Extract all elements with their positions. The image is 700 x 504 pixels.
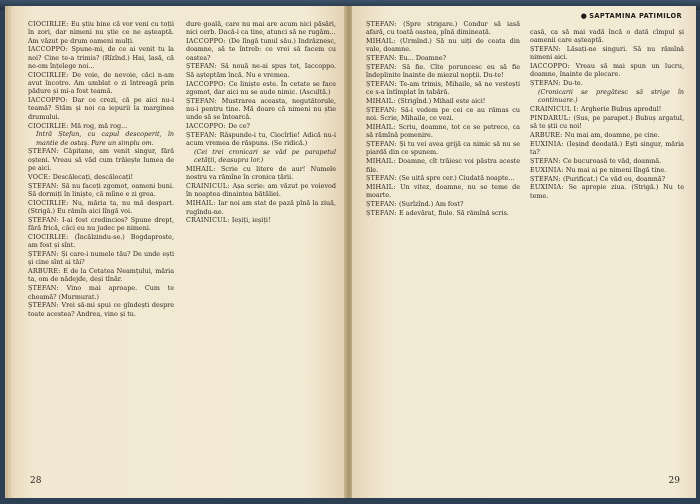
dialogue-text: E de la Cetatea Neamțului, măria ta, om de nădejde, deși tînăr.: [28, 267, 174, 284]
dialogue-text: I-ai fost credincios? Spune drept, fără frică, căci eu nu judec pe nimeni.: [28, 215, 174, 233]
speaker-name: ȘTEFAN:: [28, 215, 63, 224]
dialogue-line: [186, 199, 336, 216]
speaker-name: ȘTEFAN:: [530, 174, 563, 183]
dialogue-text: Să fie. Cîte poruncesc eu să fie îndeplinite înainte de miezul nopții. Du-te!: [366, 62, 520, 80]
dialogue-line: [366, 209, 520, 217]
dialogue-text: Eu... Doamne?: [398, 54, 447, 63]
running-head-text: SAPTAMINA PATIMILOR: [589, 12, 682, 20]
dialogue-line: [366, 63, 520, 80]
speaker-name: EUXINIA:: [530, 139, 567, 148]
speaker-name: ȘTEFAN:: [366, 20, 404, 28]
right-page-column-1: [366, 20, 520, 460]
stage-direction: [36, 130, 174, 147]
speaker-name: CIOCIRLIE:: [28, 70, 73, 79]
running-head: [581, 12, 682, 20]
dialogue-line: [186, 216, 336, 224]
speaker-name: ARBURE:: [530, 131, 565, 140]
speaker-name: MIHAIL:: [366, 123, 399, 132]
speaker-name: ȘTEFAN:: [186, 96, 222, 105]
speaker-name: CIOCIRLIE:: [28, 232, 75, 241]
dialogue-line: [366, 123, 520, 140]
speaker-name: ȘTEFAN:: [28, 181, 62, 190]
dialogue-text: casă, ca să mai vadă încă o dată cîmpul și oamenii care așteaptă.: [530, 28, 684, 45]
dialogue-text: Și tu vei avea grijă ca nimic să nu se piardă din ce spunem.: [366, 140, 520, 157]
speaker-name: ȘTEFAN:: [530, 45, 567, 54]
right-page-number: 29: [668, 476, 680, 486]
dialogue-line: [186, 37, 336, 62]
dialogue-line: [28, 20, 174, 45]
speaker-name: ARBURE:: [28, 267, 64, 276]
dialogue-text: Se apropie ziua. (Strigă.) Nu te teme.: [530, 183, 684, 200]
dialogue-line: [366, 97, 520, 105]
dialogue-text: Un vitez, doamne, nu se teme de moarte.: [366, 183, 520, 200]
dialogue-line: [28, 199, 174, 216]
left-page: [14, 6, 346, 498]
dialogue-text: Ce bucuroasă te văd, doamnă.: [562, 156, 662, 165]
dialogue-text: Vino mai aproape. Cum te cheamă? (Murmurat.): [28, 284, 174, 301]
dialogue-line: [530, 114, 684, 131]
left-page-column-1: [28, 20, 174, 460]
dialogue-text: De voie, de nevoie, căci n-am avut încotro. Am umblat o zi întreagă prin pădure și mi-a fost teamă.: [28, 70, 174, 96]
dialogue-text: Ieșiți, ieșiți!: [231, 216, 271, 225]
dialogue-line: [28, 216, 174, 233]
dialogue-line: [186, 62, 336, 79]
dialogue-text: (Spre strigare.) Condur să iasă afară, cu toată oastea, pînă dimineață.: [366, 20, 520, 37]
dialogue-text: Vreau să mai spun un lucru, doamne, înainte de plecare.: [530, 62, 684, 79]
speaker-name: IACCOPPO:: [186, 37, 229, 46]
dialogue-text: Nu, măria ta, nu mă despart. (Strigă.) Eu rămîn aici lîngă voi.: [28, 198, 174, 216]
dialogue-text: Nu mai am, doamne, pe cine.: [564, 131, 660, 140]
speaker-name: ȘTEFAN:: [366, 174, 399, 183]
dialogue-text: (Se uită spre cer.) Ciudată noapte...: [398, 174, 515, 183]
dialogue-text: Intră Ștefan, cu capul descoperit, în mantie de ostaș. Pare un simplu om.: [36, 130, 174, 147]
dialogue-text: (Cei trei cronicari se văd pe parapetul cetății, deasupra lor.): [194, 147, 336, 165]
dialogue-line: [366, 80, 520, 97]
dialogue-line: [28, 233, 174, 250]
speaker-name: CIOCIRLIE:: [28, 20, 71, 28]
dialogue-text: Eu știu bine că vor veni cu toții în zori, dar nimeni nu știe ce ne așteaptă. Am văzut pe drum oameni mulți.: [28, 20, 174, 45]
speaker-name: ȘTEFAN:: [366, 209, 399, 218]
dialogue-text: Mustrarea aceasta, negutătorule, nu-i pentru tine. Mă doare că nimeni nu știe unde să se întoarcă.: [186, 96, 336, 122]
dialogue-line: [366, 20, 520, 37]
dialogue-text: Du-te.: [562, 79, 583, 88]
speaker-name: ȘTEFAN:: [366, 105, 401, 114]
dialogue-text: Ce liniște este. În cetate se face zgomot, dar aici nu se aude nimic. (Ascultă.): [186, 79, 336, 96]
dialogue-text: Nu mai ai pe nimeni lîngă tine.: [565, 165, 667, 174]
speaker-name: CRAINICUL:: [186, 182, 233, 191]
speaker-name: ȘTEFAN:: [28, 284, 67, 293]
dialogue-line: [28, 250, 174, 267]
speaker-name: ȘTEFAN:: [28, 250, 62, 259]
dialogue-text: Lăsați-ne singuri. Să nu rămînă nimeni aici.: [530, 45, 684, 62]
speaker-name: ȘTEFAN:: [366, 80, 400, 89]
dialogue-line: [366, 54, 520, 62]
dialogue-text: (Urmînd.) Să nu uiți de ceata din vale, doamne.: [366, 37, 520, 54]
dialogue-line: [366, 200, 520, 208]
right-page-column-2: [530, 28, 684, 460]
speaker-name: CRAINICUL I:: [530, 105, 581, 114]
dialogue-line: [28, 173, 174, 181]
dialogue-text: Dar ce crezi, că pe aici nu-i teamă? Stăm și noi ca iepurii la marginea drumului.: [28, 96, 174, 121]
dialogue-line: [530, 105, 684, 113]
speaker-name: ȘTEFAN:: [28, 147, 64, 156]
dialogue-text: Iar noi am stat de pază pînă la ziuă, rugîndu-ne.: [186, 199, 336, 216]
dialogue-text: De ce?: [228, 122, 250, 131]
speaker-name: MIHAIL:: [366, 37, 401, 46]
left-page-column-2: [186, 20, 336, 460]
dialogue-text: Să nu faceți zgomot, oameni buni. Să dormiți în liniște, că mîine e zi grea.: [28, 181, 174, 198]
dialogue-line: [530, 45, 684, 62]
dialogue-text: Mă rog, mă rog...: [70, 121, 128, 130]
speaker-name: IACCOPPO:: [28, 96, 73, 105]
speaker-name: MIHAIL:: [186, 165, 222, 174]
dialogue-line: [186, 80, 336, 97]
speaker-name: IACCOPPO:: [28, 45, 72, 54]
dialogue-text: Te-am trimis, Mihaile, să ne vestești ce s-a întîmplat în tabără.: [366, 80, 520, 97]
speaker-name: MIHAIL:: [366, 97, 398, 106]
dialogue-line: [366, 157, 520, 174]
left-page-number: 28: [30, 476, 42, 486]
dialogue-text: (Cronicarii se pregătesc să strige în continuare.): [538, 88, 684, 105]
dialogue-line: [530, 166, 684, 174]
bullet-icon: ●: [580, 12, 588, 20]
dialogue-line: [28, 45, 174, 70]
dialogue-line: [530, 140, 684, 157]
dialogue-line: [530, 175, 684, 183]
dialogue-line: [366, 140, 520, 157]
stage-direction: [194, 148, 336, 165]
dialogue-text: Să-i vedem pe cei ce au rămas cu noi. Scrie, Mihaile, ce vezi.: [366, 105, 520, 123]
dialogue-text: Doamne, cît trăiesc voi păstra aceste file.: [366, 157, 520, 174]
dialogue-line: [530, 28, 684, 45]
speaker-name: VOCE:: [28, 172, 53, 181]
dialogue-text: Vrei să-mi spui ce gîndești despre toate acestea? Andrea, vino și tu.: [28, 301, 174, 318]
dialogue-line: [530, 183, 684, 200]
dialogue-text: Răspunde-i tu, Ciocîrlie! Adică nu-i acum vremea de răspuns. (Se ridică.): [186, 130, 336, 148]
dialogue-text: Descălecați, descălecați!: [52, 172, 134, 181]
speaker-name: ȘTEFAN:: [366, 62, 402, 71]
dialogue-line: [186, 97, 336, 122]
speaker-name: CRAINICUL:: [186, 216, 232, 225]
dialogue-line: [366, 106, 520, 123]
speaker-name: CIOCIRLIE:: [28, 198, 73, 207]
dialogue-text: Scrie cu litere de aur! Numele nostru va rămîne în cronica țării.: [186, 165, 336, 182]
dialogue-line: [530, 79, 684, 87]
dialogue-line: [186, 165, 336, 182]
dialogue-line: [28, 301, 174, 318]
dialogue-text: E adevărat, fiule. Să rămînă scris.: [398, 209, 509, 218]
speaker-name: ȘTEFAN:: [186, 62, 221, 71]
dialogue-text: Scriu, doamne, tot ce se petrece, ca să rămînă pomenire.: [366, 123, 520, 140]
dialogue-text: (Sus, pe parapet.) Bubuș argatul, să te știi cu noi!: [530, 113, 684, 131]
speaker-name: IACCOPPO:: [186, 79, 229, 88]
dialogue-text: dure goală, care nu mai are acum nici păsări, nici cerb. Dacă-i ca tine, atunci să ne rugăm...: [186, 20, 336, 37]
speaker-name: EUXINIA:: [530, 165, 566, 174]
speaker-name: MIHAIL:: [366, 157, 399, 166]
dialogue-line: [28, 96, 174, 121]
dialogue-text: Spune-mi, de ce ai venit tu la noi? Cine te-a trimis? (Rîzînd.) Hai, lasă, că ne-om înțelege noi...: [28, 45, 174, 70]
dialogue-line: [28, 267, 174, 284]
dialogue-text: (Încălzindu-se.) Bogdaproste, am fost și sînt.: [28, 232, 174, 250]
speaker-name: ȘTEFAN:: [530, 156, 563, 165]
dialogue-text: (Surîzînd.) Am fost?: [398, 200, 464, 209]
dialogue-line: [530, 157, 684, 165]
speaker-name: PINDARUL:: [530, 113, 574, 122]
speaker-name: ȘTEFAN:: [366, 140, 400, 149]
speaker-name: MIHAIL:: [366, 183, 401, 192]
dialogue-line: [366, 37, 520, 54]
dialogue-text: Să nouă ne-ai spus tot, Iaccoppo. Să așteptăm încă. Nu e vremea.: [186, 62, 336, 79]
dialogue-line: [28, 147, 174, 172]
dialogue-text: Căpitane, am venit singur, fără oșteni. Vreau să văd cum trăiește lumea de pe aici.: [28, 147, 174, 173]
dialogue-line: [28, 182, 174, 199]
dialogue-line: [186, 182, 336, 199]
speaker-name: ȘTEFAN:: [366, 200, 399, 209]
speaker-name: ȘTEFAN:: [28, 301, 62, 310]
dialogue-line: [28, 71, 174, 96]
dialogue-line: [28, 122, 174, 130]
dialogue-text: (Purificat.) Ce văd eu, doamnă?: [562, 174, 666, 183]
dialogue-line: [186, 131, 336, 148]
dialogue-text: Așa scrie: am văzut pe voievod în noaptea dinaintea bătăliei.: [186, 182, 336, 199]
speaker-name: ȘTEFAN:: [366, 54, 399, 63]
right-page: [352, 6, 696, 498]
dialogue-line: [366, 174, 520, 182]
dialogue-line: [530, 62, 684, 79]
dialogue-text: Și care-i numele tău? De unde ești și cine sînt ai tăi?: [28, 250, 174, 267]
dialogue-text: (De lîngă tunul său.) Indrăznesc, doamne, să te întreb: ce vrei să facem cu oastea?: [186, 37, 336, 62]
speaker-name: IACCOPPO:: [186, 122, 229, 131]
speaker-name: EUXINIA:: [530, 183, 569, 192]
dialogue-line: [28, 284, 174, 301]
dialogue-line: [186, 122, 336, 130]
dialogue-line: [530, 131, 684, 139]
dialogue-text: (Ieșind deodată.) Ești singur, măria ta?: [530, 139, 684, 157]
speaker-name: ȘTEFAN:: [186, 130, 220, 139]
stage-direction: [538, 88, 684, 105]
dialogue-text: (Strigînd.) Mihail este aici!: [397, 97, 486, 106]
speaker-name: MIHAIL:: [186, 199, 219, 208]
dialogue-line: [366, 183, 520, 200]
speaker-name: CIOCIRLIE:: [28, 121, 71, 130]
speaker-name: ȘTEFAN:: [530, 79, 563, 88]
speaker-name: IACCOPPO:: [530, 62, 576, 71]
dialogue-text: Argherie Bubuș aprodul!: [580, 105, 662, 114]
dialogue-line: [186, 20, 336, 37]
